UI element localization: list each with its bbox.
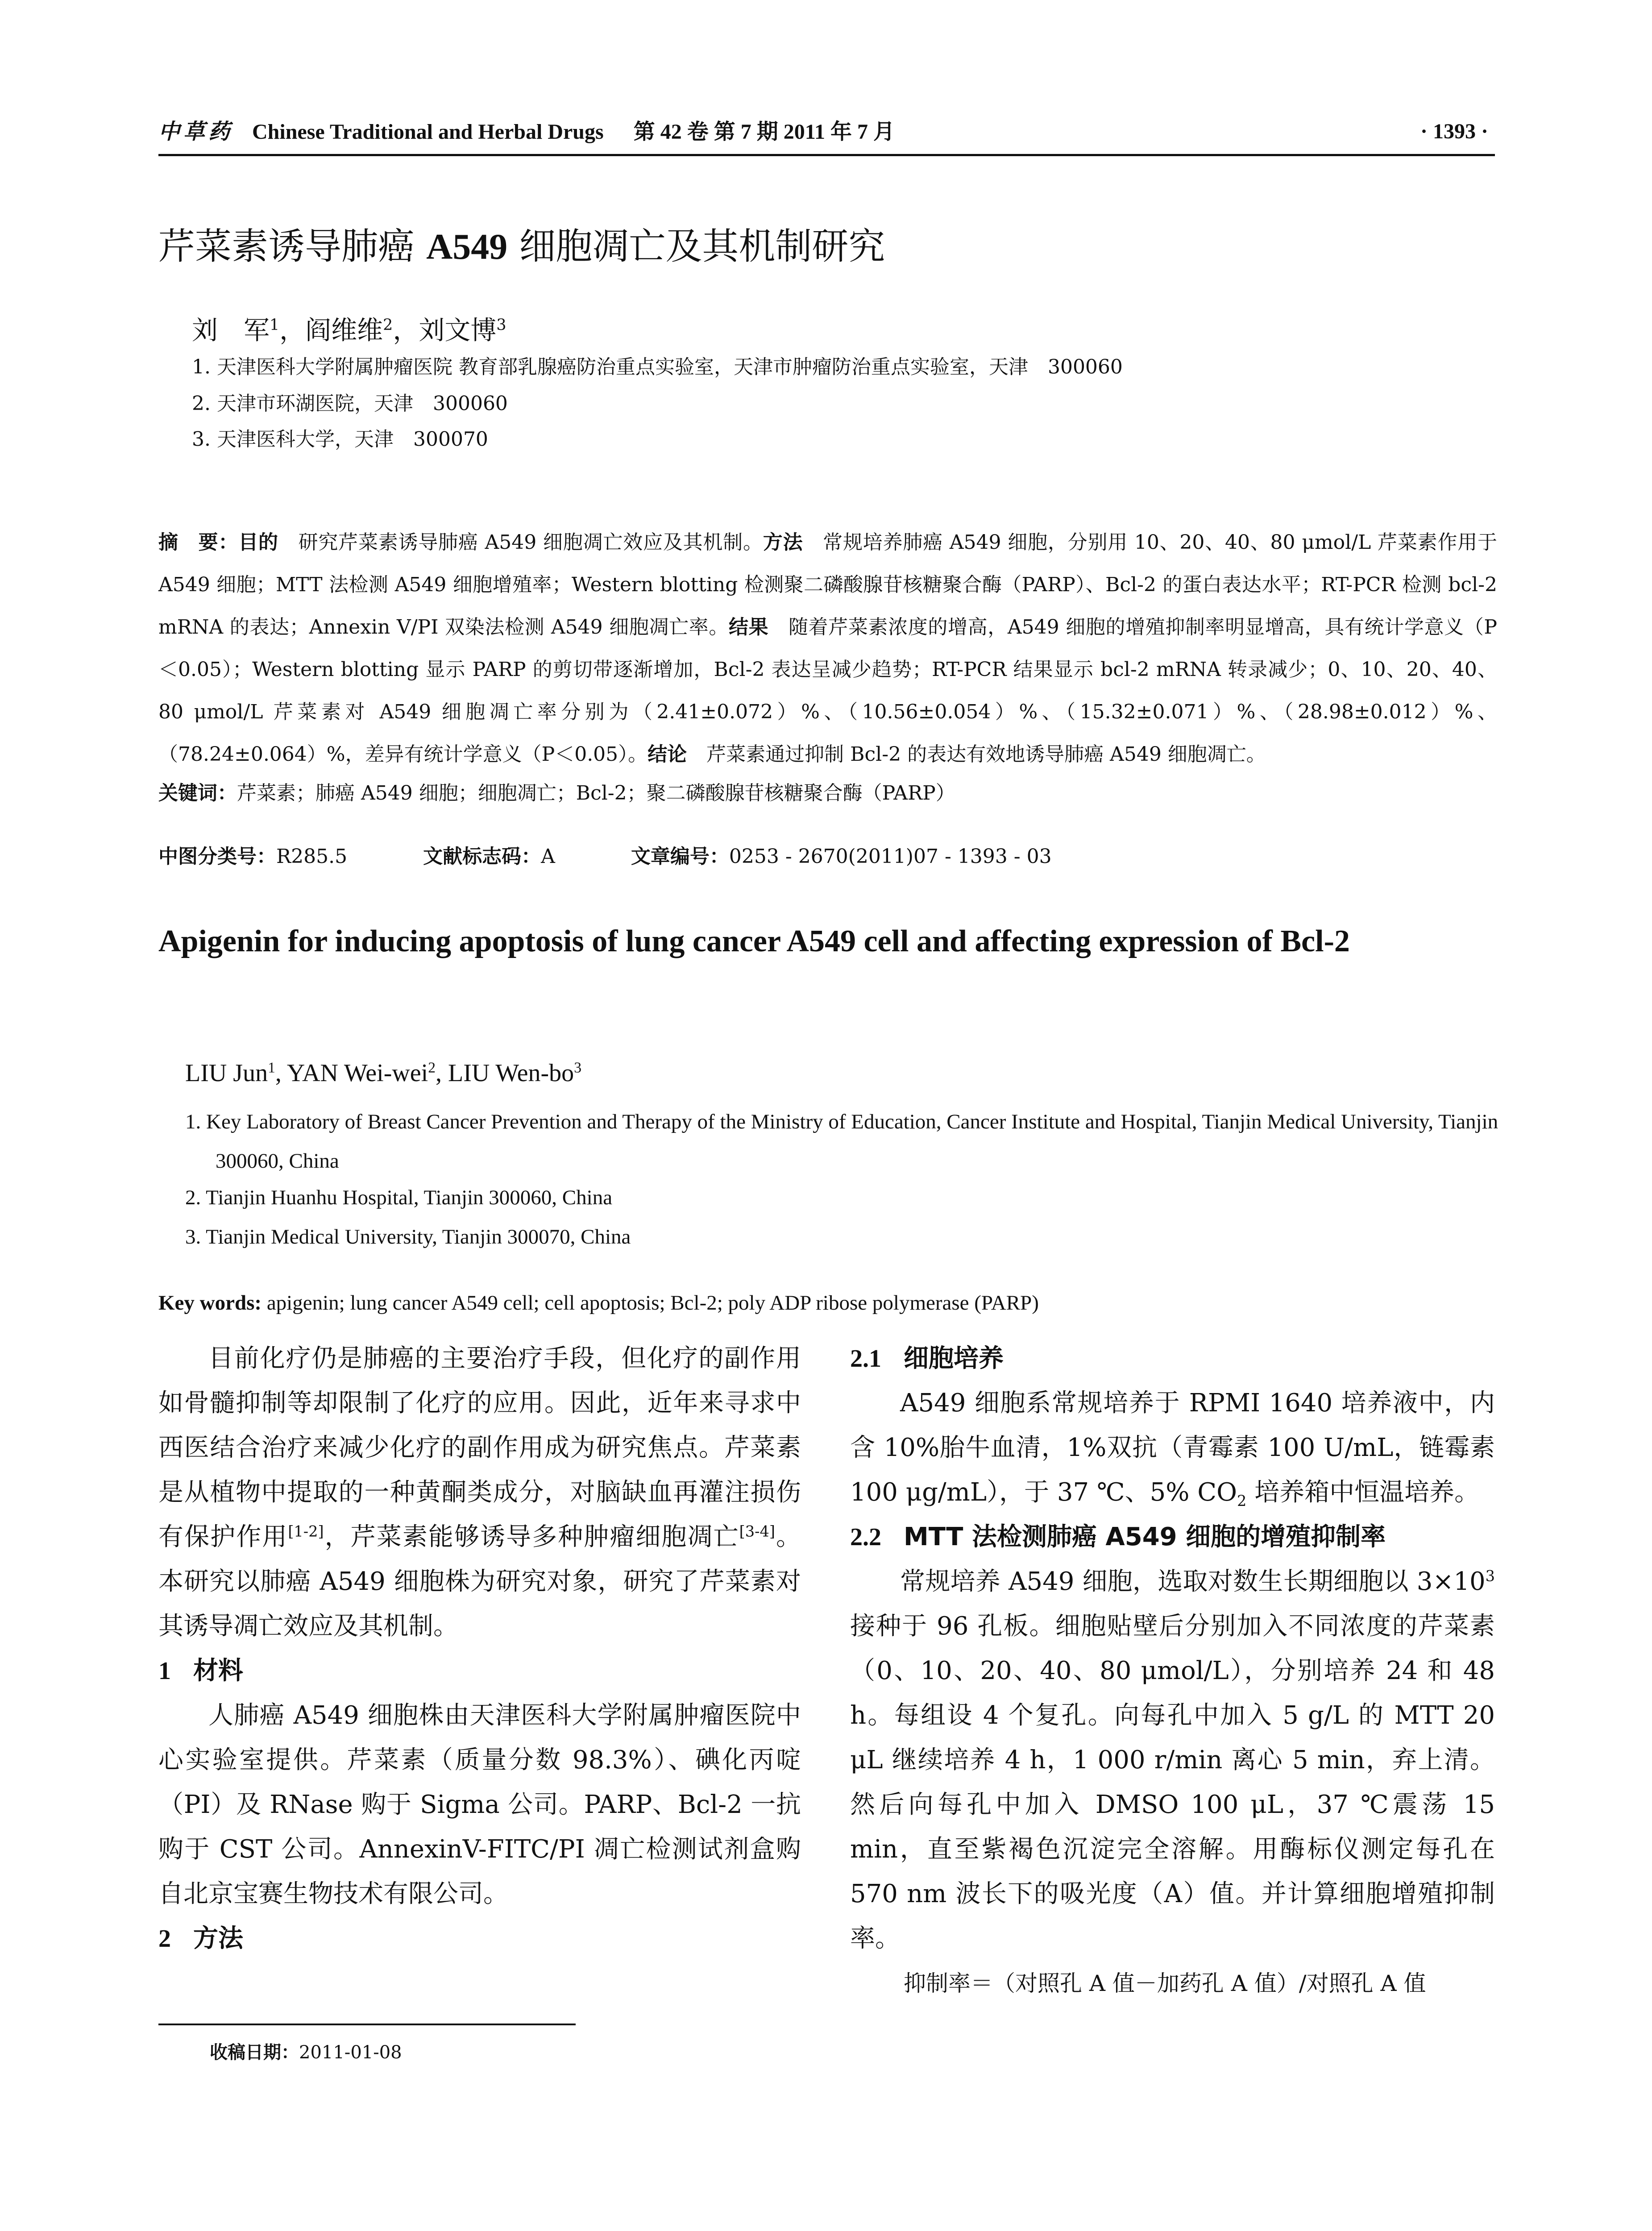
author-affil-mark: 2 [383, 316, 393, 334]
journal-name-en: Chinese Traditional and Herbal Drugs [252, 120, 604, 144]
doc-code-label: 文献标志码： [423, 845, 541, 868]
author-affil-mark: 1 [270, 316, 280, 334]
running-header [158, 118, 1497, 145]
clc-label: 中图分类号： [158, 845, 276, 868]
doc-code-group [423, 839, 555, 875]
clc-group [158, 839, 347, 875]
abstract-label: 摘 要： [158, 531, 239, 554]
article-number-value: 0253 - 2670(2011)07 - 1393 - 03 [729, 845, 1052, 868]
culture-paragraph [850, 1381, 1495, 1515]
keywords-cn-label: 关键词： [158, 782, 237, 804]
authors-en [185, 1055, 581, 1091]
clc-value: R285.5 [276, 845, 348, 868]
page-number: · 1393 · [1420, 120, 1488, 143]
author-name: ，刘文博 [393, 315, 497, 345]
abstract-key-aim: 目的 [238, 531, 278, 554]
author-affil-mark: 2 [428, 1059, 436, 1076]
title-en: Apigenin for inducing apoptosis of lung cancer A549 cell and affecting expression of Bcl-2 [158, 924, 1350, 958]
abstract-key-result: 结果 [729, 616, 769, 639]
section-number: 2.1 [850, 1345, 881, 1373]
footnote-label: 收稿日期： [210, 2042, 299, 2063]
author-name: ，阎维维 [279, 315, 383, 345]
formula: 抑制率＝（对照孔 A 值－加药孔 A 值）/对照孔 A 值 [904, 1970, 1426, 1996]
title-cn-strong: A549 [426, 226, 508, 267]
mtt-paragraph [850, 1559, 1495, 1961]
article-number-label: 文章编号： [631, 845, 729, 868]
author-affil-mark: 3 [496, 316, 506, 334]
abstract-aim: 研究芹菜素诱导肺癌 A549 细胞凋亡效应及其机制。 [278, 531, 763, 554]
section-heading [158, 1649, 801, 1693]
affiliation-cn: 1. 天津医科大学附属肿瘤医院 教育部乳腺癌防治重点实验室，天津市肿瘤防治重点实验室，天津 300060 [192, 356, 1123, 378]
abstract-result: 随着芹菜素浓度的增高，A549 细胞的增殖抑制率明显增高，具有统计学意义（P＜0.05）；Western blotting 显示 PARP 的剪切带逐渐增加，Bcl-2 表达呈减少趋势；RT-PCR 结果显示 bcl-2 mRNA 转录减少；0、10、20、40、80 μmol/L 芹菜素对 A549 细胞凋亡率分别为（2.41±0.072）%、（10.56±0.054）%、（15.32±0.071）%、（28.98±0.012）%、（78.24±0.064）%，差异有统计学意义（P＜0.05）。 [158, 616, 1497, 766]
body-text: ，芹菜素能够诱导多种肿瘤细胞凋亡 [324, 1522, 739, 1551]
subsection-heading [850, 1515, 1495, 1559]
header-rule [158, 154, 1495, 156]
body-right-column [850, 1336, 1495, 2006]
abstract-paragraph [158, 521, 1497, 775]
body-text: A549 细胞系常规培养于 RPMI 1640 培养液中，内含 10%胎牛血清，1%双抗（青霉素 100 U/mL，链霉素 100 μg/mL），于 37 ℃、5% CO [850, 1389, 1495, 1507]
authors-cn [192, 312, 506, 348]
author-affil-mark: 1 [268, 1059, 275, 1076]
section-title: 材料 [193, 1656, 243, 1685]
footnote-rule [158, 2024, 576, 2025]
affiliation-en: 2. Tianjin Huanhu Hospital, Tianjin 300060, China [185, 1186, 613, 1209]
author-name: , YAN Wei-wei [275, 1059, 428, 1087]
body-text: 常规培养 A549 细胞，选取对数生长期细胞以 3×10 [900, 1567, 1486, 1596]
title-cn-part: 细胞凋亡及其机制研究 [507, 225, 885, 268]
title-cn-part: 芹菜素诱导肺癌 [158, 225, 427, 268]
journal-name-cn: 中草药 [158, 119, 234, 144]
body-left-column [158, 1336, 801, 1961]
materials-paragraph: 人肺癌 A549 细胞株由天津医科大学附属肿瘤医院中心实验室提供。芹菜素（质量分数 98.3%）、碘化丙啶（PI）及 RNase 购于 Sigma 公司。PARP、Bcl-2 一抗购于 CST 公司。AnnexinV-FITC/PI 凋亡检测试剂盒购自北京宝赛生物技术有限公司。 [158, 1701, 801, 1908]
body-text: 接种于 96 孔板。细胞贴壁后分别加入不同浓度的芹菜素（0、10、20、40、80 μmol/L），分别培养 24 和 48 h。每组设 4 个复孔。向每孔中加入 5 g/L 的 MTT 20 μL 继续培养 4 h，1 000 r/min 离心 5 min，弃上清。然后向每孔中加入 DMSO 100 μL，37 ℃震荡 15 min，直至紫褐色沉淀完全溶解。用酶标仪测定每孔在 570 nm 波长下的吸光度（A）值。并计算细胞增殖抑制率。 [850, 1612, 1495, 1953]
article-number-group [631, 845, 1052, 868]
body-text: 。本研究以肺癌 A549 细胞株为研究对象，研究了芹菜素对其诱导凋亡效应及其机制。 [158, 1522, 801, 1641]
section-title: 方法 [193, 1924, 243, 1953]
issue-info: 第 42 卷 第 7 期 2011 年 7 月 [633, 120, 895, 144]
intro-paragraph [158, 1336, 801, 1649]
body-text: 目前化疗仍是肺癌的主要治疗手段，但化疗的副作用如骨髓抑制等却限制了化疗的应用。因此，近年来寻求中西医结合治疗来减少化疗的副作用成为研究焦点。芹菜素是从植物中提取的一种黄酮类成分，对脑缺血再灌注损伤有保护作用 [158, 1344, 801, 1551]
doc-code-value: A [541, 845, 555, 868]
keywords-en-label: Key words: [158, 1291, 262, 1315]
subscript: 2 [1237, 1492, 1247, 1510]
subsection-heading [850, 1336, 1495, 1381]
abstract-cn [158, 521, 1497, 811]
section-number: 1 [158, 1657, 171, 1685]
author-name: 刘 军 [192, 315, 270, 345]
citation: [1-2] [288, 1522, 324, 1540]
author-name: LIU Jun [185, 1059, 268, 1087]
affiliation-cn: 2. 天津市环湖医院，天津 300060 [192, 392, 508, 415]
title-cn [158, 222, 885, 271]
abstract-key-method: 方法 [763, 531, 803, 554]
superscript: 3 [1485, 1567, 1495, 1585]
footnote [210, 2039, 402, 2066]
classification-line [158, 839, 1052, 875]
author-name: , LIU Wen-bo [436, 1059, 574, 1087]
section-title: MTT 法检测肺癌 A549 细胞的增殖抑制率 [904, 1522, 1386, 1551]
section-heading [158, 1916, 801, 1961]
section-title: 细胞培养 [904, 1344, 1004, 1373]
citation: [3-4] [739, 1522, 775, 1540]
keywords-en [158, 1287, 1039, 1319]
affiliation-en: 1. Key Laboratory of Breast Cancer Prevention and Therapy of the Ministry of Education, Cancer Institute and Hospital, Tianjin Medical University, Tianjin 300060, China [185, 1110, 1498, 1173]
body-text: 培养箱中恒温培养。 [1246, 1478, 1480, 1507]
keywords-en-text: apigenin; lung cancer A549 cell; cell apoptosis; Bcl-2; poly ADP ribose polymerase (PARP) [261, 1291, 1039, 1315]
affiliation-cn: 3. 天津医科大学，天津 300070 [192, 428, 488, 451]
keywords-cn [158, 775, 1497, 811]
abstract-method: 常规培养肺癌 A549 细胞，分别用 10、20、40、80 μmol/L 芹菜素作用于 A549 细胞；MTT 法检测 A549 细胞增殖率；Western blotting 检测聚二磷酸腺苷核糖聚合酶（PARP）、Bcl-2 的蛋白表达水平；RT-PCR 检测 bcl-2 mRNA 的表达；Annexin V/PI 双染法检测 A549 细胞凋亡率。 [158, 531, 1498, 639]
keywords-cn-text: 芹菜素；肺癌 A549 细胞；细胞凋亡；Bcl-2；聚二磷酸腺苷核糖聚合酶（PARP） [237, 782, 955, 804]
abstract-key-conclusion: 结论 [648, 743, 687, 766]
received-date: 2011-01-08 [299, 2042, 402, 2063]
section-number: 2 [158, 1925, 171, 1953]
affiliation-en: 3. Tianjin Medical University, Tianjin 300070, China [185, 1225, 631, 1248]
abstract-conclusion: 芹菜素通过抑制 Bcl-2 的表达有效地诱导肺癌 A549 细胞凋亡。 [687, 743, 1266, 766]
author-affil-mark: 3 [574, 1059, 581, 1076]
section-number: 2.2 [850, 1523, 881, 1551]
